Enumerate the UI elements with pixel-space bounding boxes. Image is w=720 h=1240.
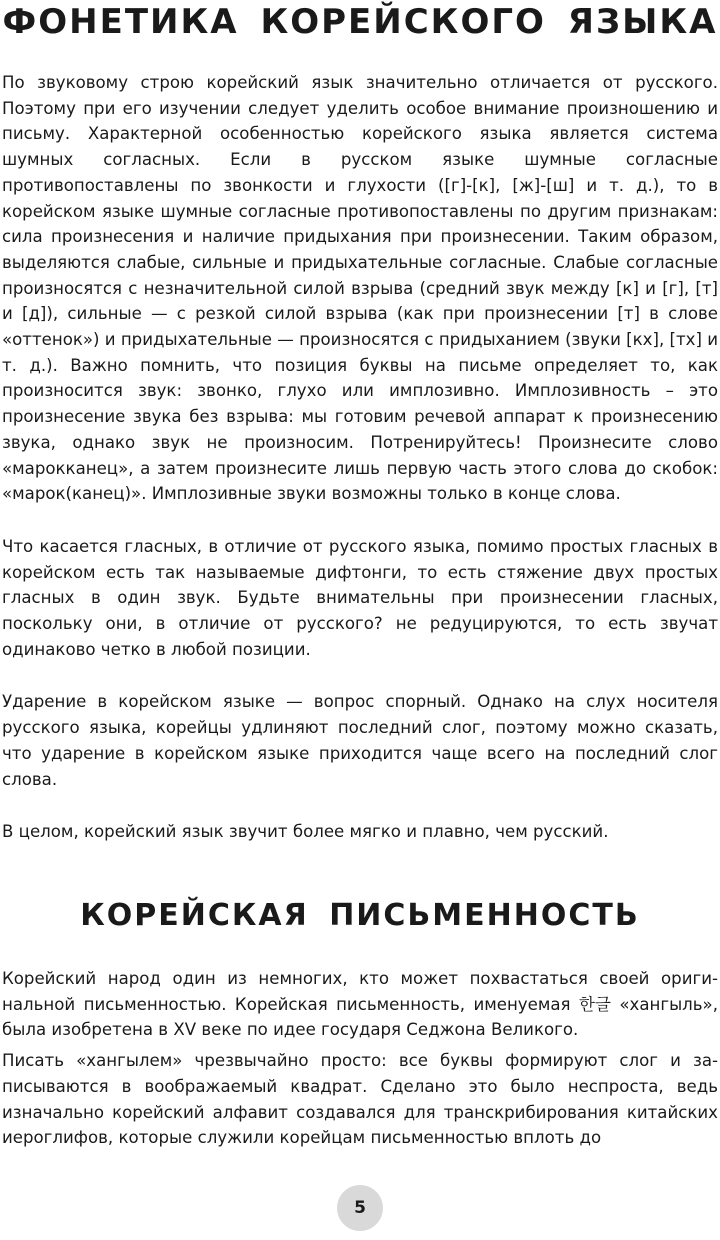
paragraph: Писать «хангылем» чрезвычайно просто: все буквы формируют слог и записываются в воображаемый квадрат. Сделано это было неспроста, ведь изначально корейский алфавит создавался для транскрибирования китайских иероглифов, которые служили корейцам письменностью вплоть до: [2, 1051, 718, 1148]
section-body-writing: [2, 966, 718, 1151]
section-body-phonetics: [2, 70, 718, 845]
paragraph: Ударение в корейском языке — вопрос спорный. Однако на слух носителя русского языка, корейцы удлиняют последний слог, поэтому можно сказать, что ударение в корейском языке приходится чаще всего на последний слог слова.: [2, 692, 718, 789]
paragraph: В целом, корейский язык звучит более мягко и плавно, чем русский.: [2, 822, 609, 842]
paragraph: Корейский народ один из немногих, кто может похвастаться своей оригинальной письменностью. Корейская письменность, именуемая 한글 «хангыль», была изобретена в XV веке по идее государя Седжона Великого.: [2, 969, 718, 1040]
paragraph: По звуковому строю корейский язык значительно отличается от русского. Поэтому при его изучении следует уделить особое внимание произношению и письму. Характерной особенностью корейского языка является система шумных согласных. Если в русском языке шумные согласные противопоставлены по звонкости и глухости ([г]-[к], [ж]-[ш] и т. д.), то в корейском языке шумные согласные противопоставлены по другим признакам: сила произнесения и наличие придыхания при произнесении. Таким образом, выделяются слабые, сильные и придыхательные согласные. Слабые согласные произносятся с незначительной силой взрыва (средний звук между [к] и [г], [т] и [д]), сильные — с резкой силой взрыва (как при произнесении [т] в слове «оттенок») и придыхательные — произносятся с придыханием (звуки [кх], [тх] и т. д.). Важно помнить, что позиция буквы на письме определяет то, как произносится звук: звонко, глухо или имплозивно. Имплозивность – это произнесение звука без взрыва: мы готовим речевой аппарат к произнесению звука, однако звук не произносим. Потренируйтесь! Произнесите слово «марокканец», а затем произнесите лишь первую часть этого слова до скобок: «марок(канец)». Имплозивные звуки возможны только в конце слова.: [2, 73, 718, 504]
section-title-writing: КОРЕЙСКАЯ ПИСЬМЕННОСТЬ: [80, 898, 640, 933]
paragraph: Что касается гласных, в отличие от русского языка, помимо простых гласных в корейском есть так называемые дифтонги, то есть стяжение двух простых гласных в один звук. Будьте внимательны при произнесении гласных, поскольку они, в отличие от русского? не редуцируются, то есть звучат одинаково четко в любой позиции.: [2, 536, 718, 659]
page-number: 5: [337, 1185, 383, 1231]
section-title-phonetics: ФОНЕТИКА КОРЕЙСКОГО ЯЗЫКА: [2, 2, 718, 42]
